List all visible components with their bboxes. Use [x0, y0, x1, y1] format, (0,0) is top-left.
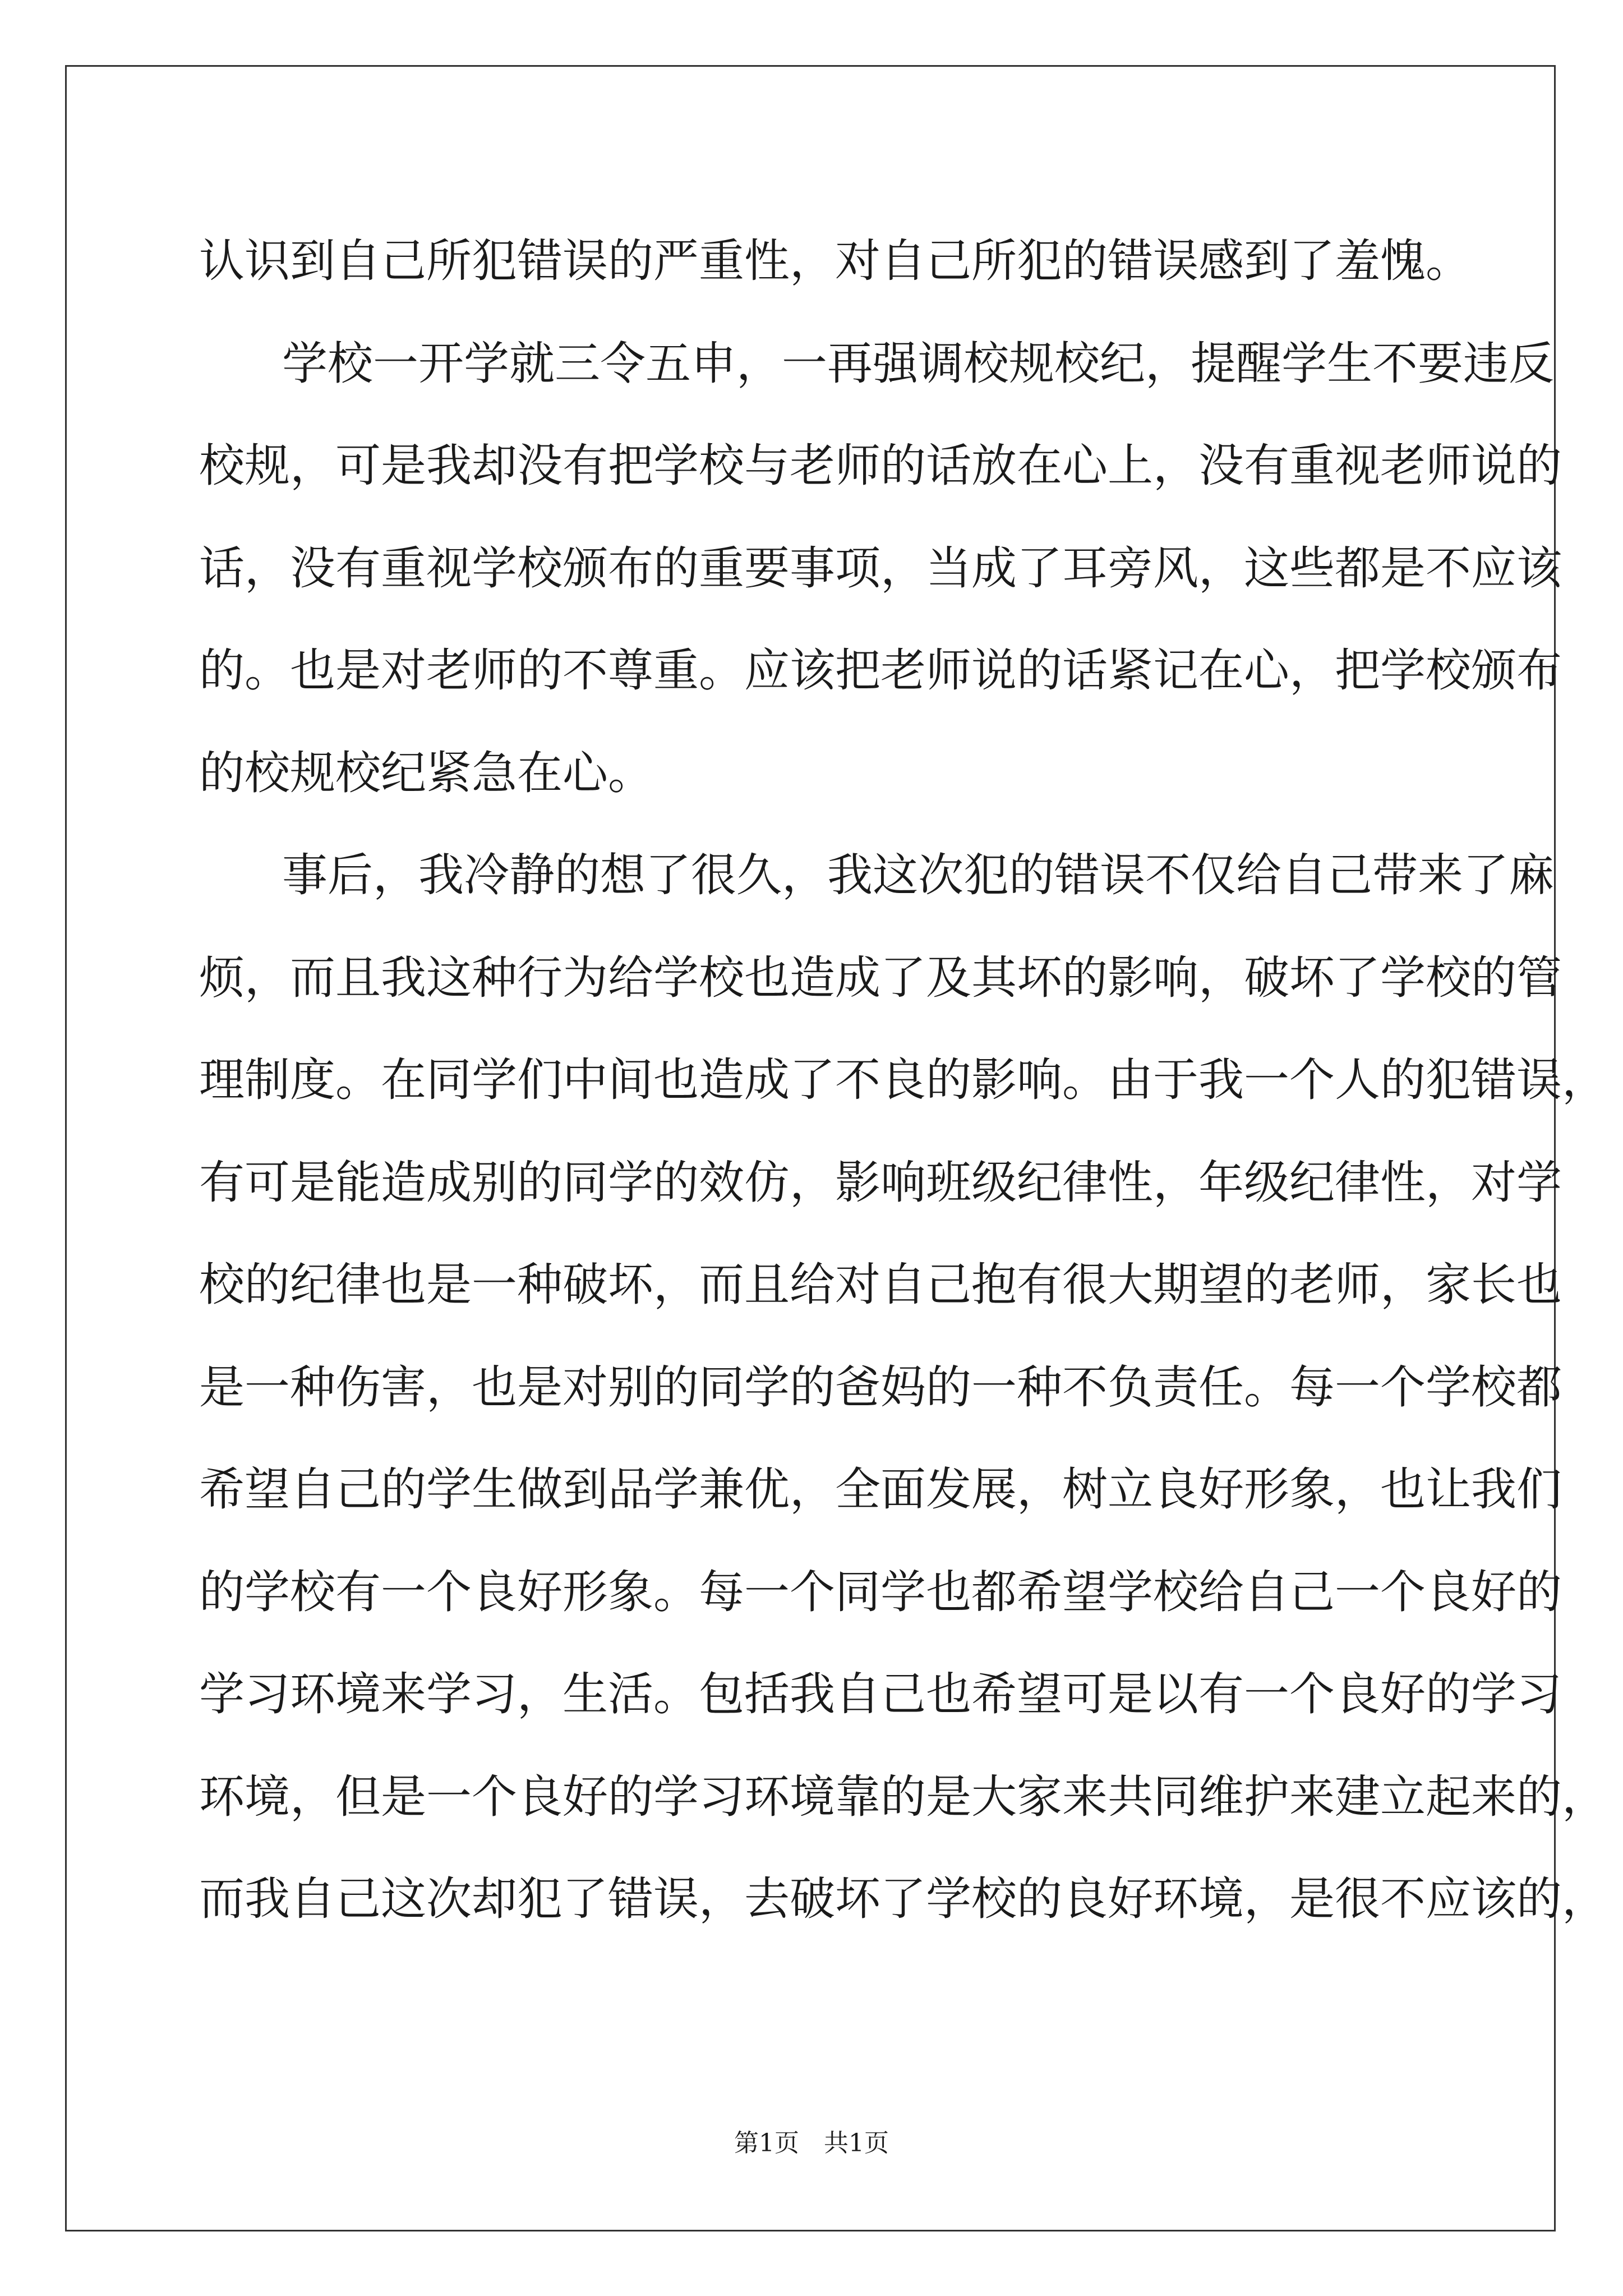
text-line: 的校规校纪紧急在心。 — [199, 747, 654, 800]
text-line: 的。也是对老师的不尊重。应该把老师说的话紧记在心，把学校颁布 — [199, 645, 1562, 697]
page-number-total: 共1页 — [824, 2129, 889, 2157]
text-line: 校规，可是我却没有把学校与老师的话放在心上，没有重视老师说的 — [199, 440, 1562, 493]
text-line: 校的纪律也是一种破坏，而且给对自己抱有很大期望的老师，家长也 — [199, 1259, 1562, 1312]
text-line: 是一种伤害，也是对别的同学的爸妈的一种不负责任。每一个学校都 — [199, 1361, 1562, 1414]
text-line: 有可是能造成别的同学的效仿，影响班级纪律性，年级纪律性，对学 — [199, 1156, 1562, 1209]
text-line: 话，没有重视学校颁布的重要事项，当成了耳旁风，这些都是不应该 — [199, 542, 1562, 595]
text-line: 的学校有一个良好形象。每一个同学也都希望学校给自己一个良好的 — [199, 1566, 1562, 1619]
text-line: 认识到自己所犯错误的严重性，对自己所犯的错误感到了羞愧。 — [199, 235, 1472, 288]
document-body — [199, 210, 1608, 1951]
page-number-current: 第1页 — [734, 2129, 799, 2157]
text-line: 事后，我冷静的想了很久，我这次犯的错误不仅给自己带来了麻 — [282, 849, 1555, 902]
page-footer — [0, 2127, 1623, 2160]
text-line: 环境，但是一个良好的学习环境靠的是大家来共同维护来建立起来的， — [199, 1770, 1608, 1824]
text-line: 学习环境来学习，生活。包括我自己也希望可是以有一个良好的学习 — [199, 1668, 1562, 1721]
text-line: 希望自己的学生做到品学兼优，全面发展，树立良好形象，也让我们 — [199, 1464, 1562, 1516]
text-line: 烦，而且我这种行为给学校也造成了及其坏的影响，破坏了学校的管 — [199, 951, 1562, 1005]
text-line: 理制度。在同学们中间也造成了不良的影响。由于我一个人的犯错误， — [199, 1054, 1608, 1107]
text-line: 而我自己这次却犯了错误，去破坏了学校的良好环境，是很不应该的， — [199, 1873, 1608, 1926]
text-line: 学校一开学就三令五申，一再强调校规校纪，提醒学生不要违反 — [282, 337, 1555, 390]
